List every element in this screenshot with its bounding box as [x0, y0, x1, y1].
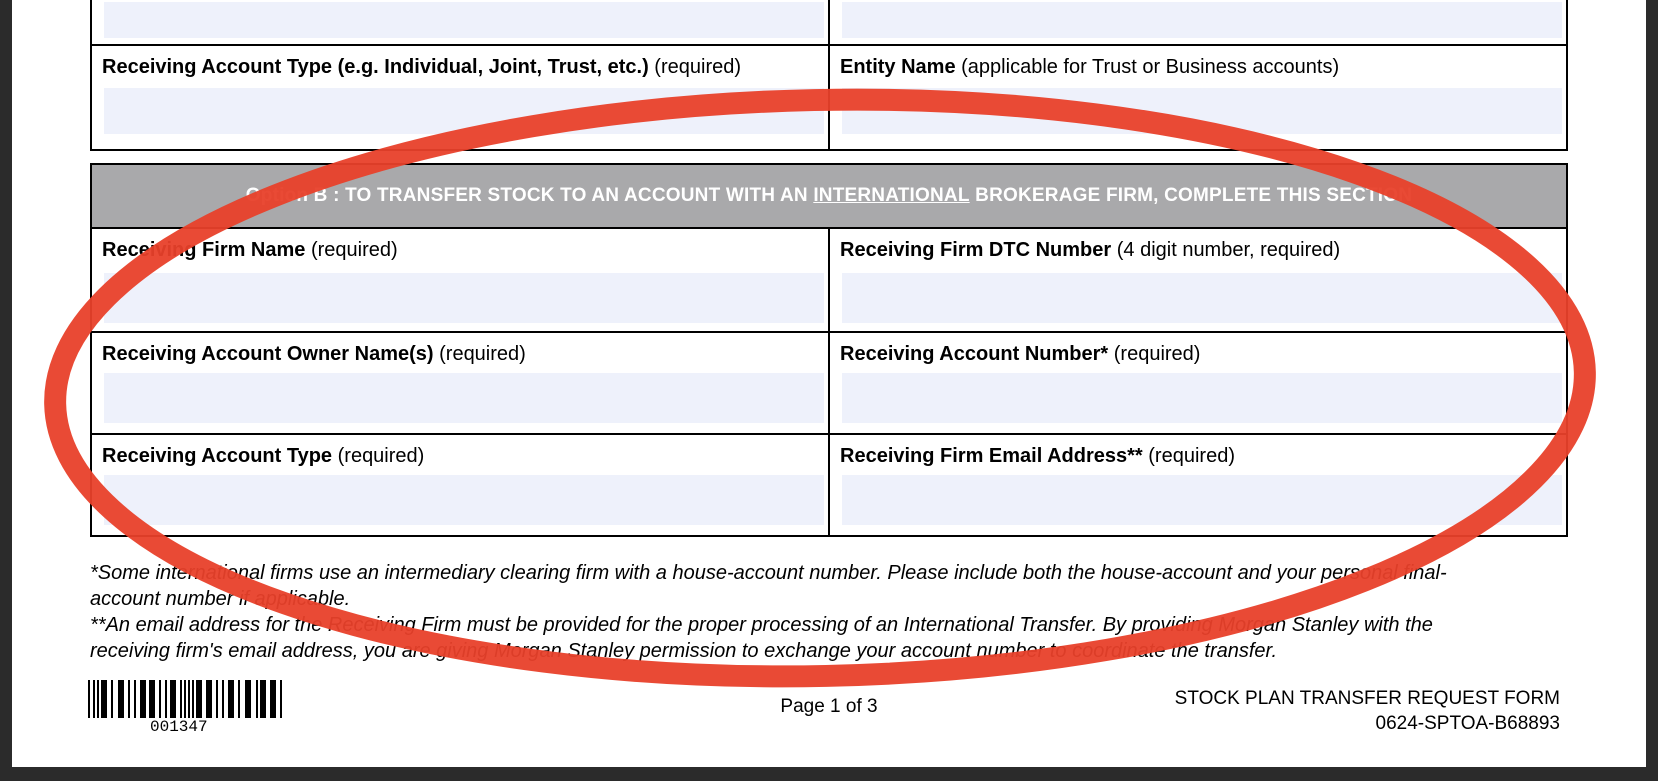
previous-left-field[interactable]	[104, 2, 824, 38]
previous-right-cell	[830, 0, 1566, 44]
firm-email-label: Receiving Firm Email Address** (required)	[840, 445, 1235, 467]
page-number: Page 1 of 3	[780, 696, 878, 717]
previous-right-field[interactable]	[842, 2, 1562, 38]
section-header	[92, 165, 1566, 229]
form-identifier	[1175, 686, 1560, 736]
table-row	[92, 44, 1566, 149]
entity-name-label: Entity Name (applicable for Trust or Business accounts)	[840, 56, 1340, 78]
receiving-firm-name-cell	[92, 229, 830, 331]
firm-email-cell	[830, 435, 1566, 535]
account-type-cell	[92, 435, 830, 535]
receiving-firm-name-label: Receiving Firm Name (required)	[102, 239, 398, 261]
account-number-field[interactable]	[842, 373, 1562, 423]
table-row	[92, 433, 1566, 535]
footnote-2-line-2: receiving firm's email address, you are giving Morgan Stanley permission to exchange your account number to coordinate the transfer.	[90, 640, 1278, 662]
firm-email-field[interactable]	[842, 475, 1562, 525]
account-owner-names-label: Receiving Account Owner Name(s) (required)	[102, 343, 526, 365]
receiving-firm-dtc-field[interactable]	[842, 273, 1562, 323]
receiving-account-type-field[interactable]	[104, 88, 824, 134]
table-row	[92, 331, 1566, 433]
section-header-text: Option B : TO TRANSFER STOCK TO AN ACCOUNT WITH AN	[245, 185, 808, 206]
form-title: STOCK PLAN TRANSFER REQUEST FORM	[1174, 688, 1560, 709]
footnote-1-line-1: *Some international firms use an intermediary clearing firm with a house-account number. Please include both the house-account and your personal final-	[90, 562, 1447, 584]
form-code: 0624-SPTOA-B68893	[1375, 713, 1560, 734]
section-header-underlined: INTERNATIONAL	[813, 185, 970, 206]
previous-left-cell	[92, 0, 830, 44]
footnotes	[90, 560, 1570, 664]
footnote-1-line-2: account number if applicable.	[90, 588, 351, 610]
international-transfer-section	[90, 163, 1568, 537]
account-type-label: Receiving Account Type (required)	[102, 445, 425, 467]
receiving-account-type-cell	[92, 46, 830, 149]
section-header-text-end: BROKERAGE FIRM, COMPLETE THIS SECTION	[975, 185, 1413, 206]
receiving-firm-dtc-label: Receiving Firm DTC Number (4 digit number, required)	[840, 239, 1341, 261]
account-owner-names-field[interactable]	[104, 373, 824, 423]
entity-name-field[interactable]	[842, 88, 1562, 134]
account-number-cell	[830, 333, 1566, 433]
account-type-field[interactable]	[104, 475, 824, 525]
table-row	[92, 0, 1566, 44]
account-number-label: Receiving Account Number* (required)	[840, 343, 1201, 365]
entity-name-cell	[830, 46, 1566, 149]
receiving-firm-dtc-cell	[830, 229, 1566, 331]
receiving-account-type-label: Receiving Account Type (e.g. Individual, Joint, Trust, etc.) (required)	[102, 56, 742, 78]
account-owner-names-cell	[92, 333, 830, 433]
top-account-table	[90, 0, 1568, 151]
receiving-firm-name-field[interactable]	[104, 273, 824, 323]
barcode-number: 001347	[150, 718, 208, 736]
footnote-2-line-1: **An email address for the Receiving Firm must be provided for the proper processing of an International Transfer. By providing Morgan Stanley with the	[90, 614, 1433, 636]
table-row	[92, 229, 1566, 331]
